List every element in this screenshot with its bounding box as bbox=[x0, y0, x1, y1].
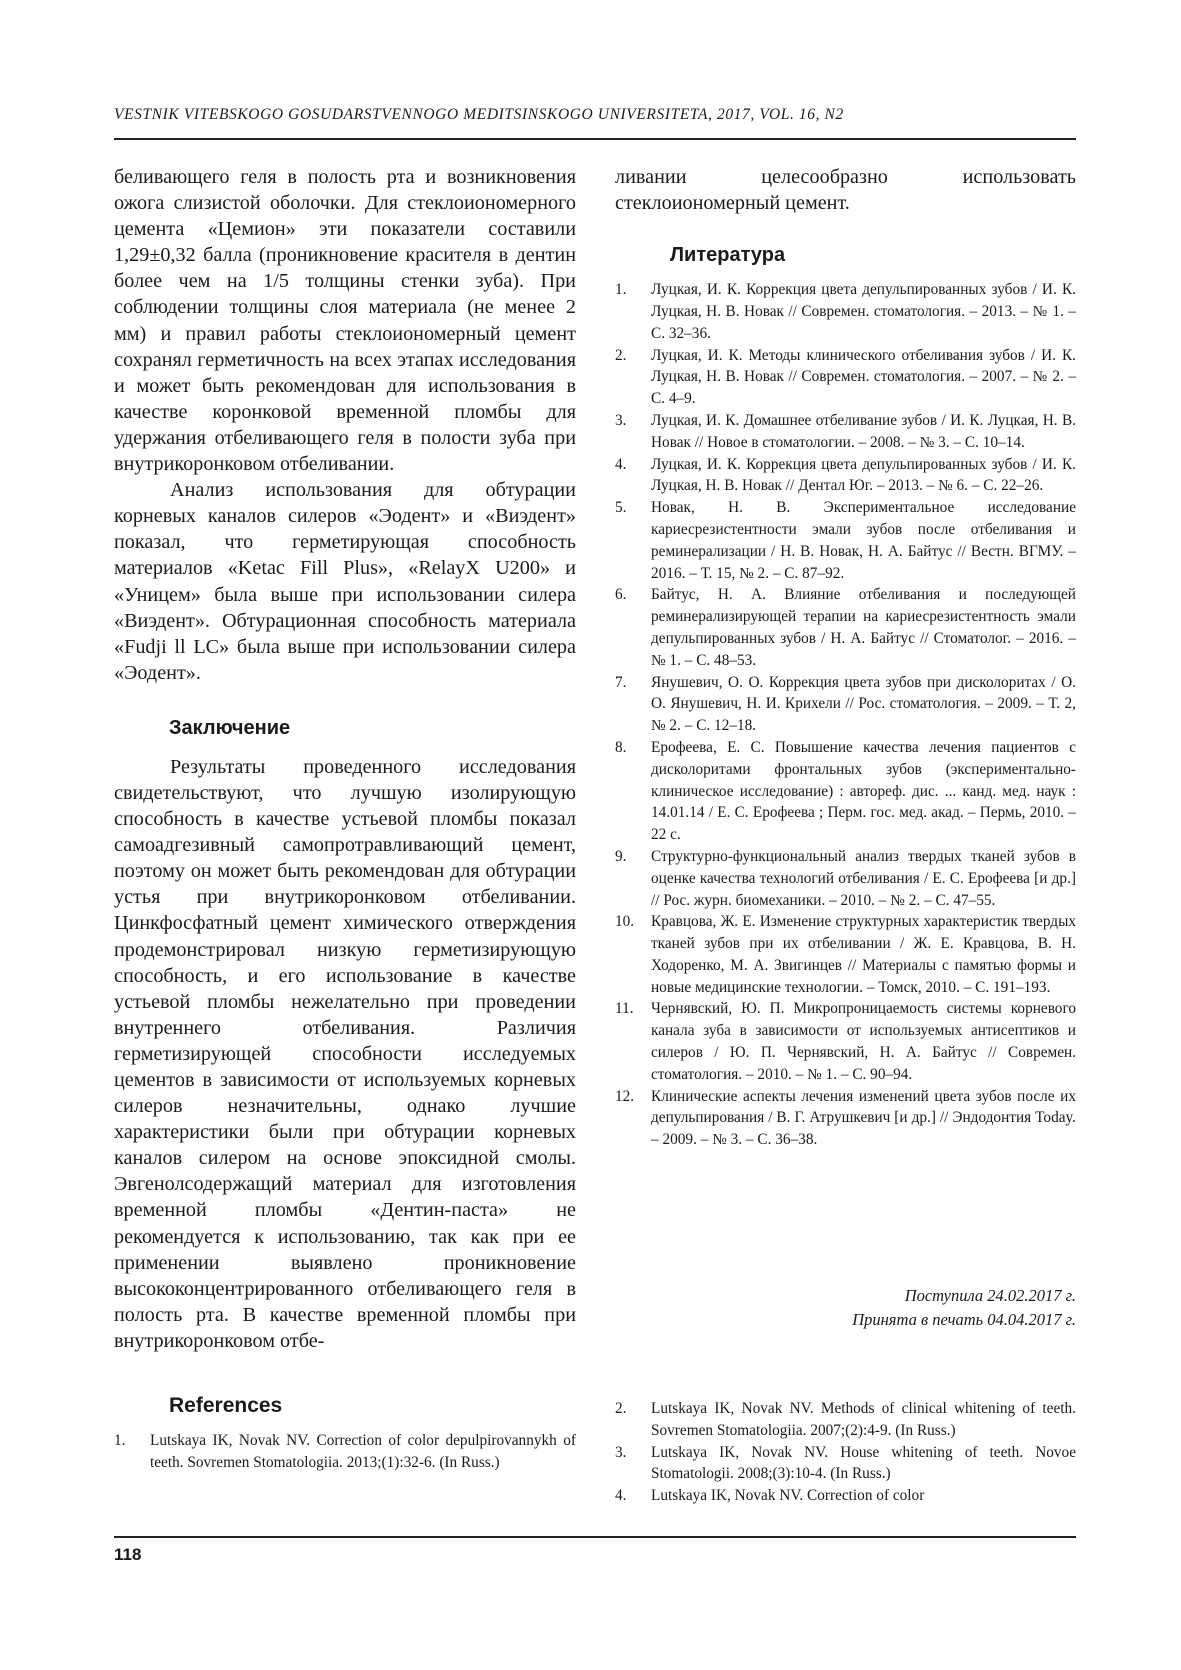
journal-running-header: VESTNIK VITEBSKOGO GOSUDARSTVENNOGO MEDITSINSKOGO UNIVERSITETA, 2017, VOL. 16, N2 bbox=[114, 106, 844, 123]
reference-item: 1. Lutskaya IK, Novak NV. Correction of color depulpirovannykh of teeth. Sovremen Stomatologiia. 2013;(1):32-6. (In Russ.) bbox=[114, 1432, 576, 1471]
conclusion-paragraph: Результаты проведенного исследования свидетельствуют, что лучшую изолирующую способность в качестве устьевой пломбы показал самоадгезивный самопротравливающий цемент, поэтому он может быть рекомендован для обтурации устья при внутрикоронковом отбеливании. Цинкфосфатный цемент химического отверждения продемонстрировал низкую герметизирующую способность, и его использование в качестве устьевой пломбы нежелательно при проведении внутреннего отбеливания. Различия герметизирующей способности исследуемых цементов в зависимости от используемых корневых силеров незначительны, однако лучшие характеристики были при обтурации корневых каналов силером на основе эпоксидной смолы. Эвгенолсодержащий материал для изготовления временной пломбы «Дентин-паста» не рекомендуется к использованию, так как при ее применении выявлено проникновение высококонцентрированного отбеливающего геля в полость рта. В качестве временной пломбы при внутрикоронковом отбе- bbox=[114, 755, 576, 1352]
literature-item: 4. Луцкая, И. К. Коррекция цвета депульпированных зубов / И. К. Луцкая, Н. В. Новак // Дентал Юг. – 2013. – № 6. – С. 22–26. bbox=[615, 455, 1076, 495]
literature-item: 8. Ерофеева, Е. С. Повышение качества лечения пациентов с дисколоритами фронтальных зубов (экспериментально-клиническое исследование) : автореф. дис. ... канд. мед. наук : 14.01.14 / Е. С. Ерофеева ; Перм. гос. мед. акад. – Пермь, 2010. – 22 с. bbox=[615, 738, 1076, 844]
references-left bbox=[114, 1394, 576, 1474]
references-right bbox=[615, 1398, 1076, 1507]
literature-item: 11. Чернявский, Ю. П. Микропроницаемость системы корневого канала зуба в зависимости от используемых антисептиков и силеров / Ю. П. Чернявский, Н. А. Байтус // Современ. стоматология. – 2010. – № 1. – С. 90–94. bbox=[615, 1000, 1076, 1083]
page-number: 118 bbox=[114, 1545, 142, 1564]
literature-item: 5. Новак, Н. В. Экспериментальное исследование кариесрезистентности эмали зубов после отбеливания и реминерализации / Н. В. Новак, Н. А. Байтус // Вестн. ВГМУ. – 2016. – Т. 15, № 2. – С. 87–92. bbox=[615, 499, 1076, 582]
accepted-date: Принята в печать 04.04.2017 г. bbox=[852, 1310, 1076, 1329]
received-date: Поступила 24.02.2017 г. bbox=[904, 1286, 1076, 1305]
body-paragraph-2: Анализ использования для обтурации корневых каналов силеров «Эодент» и «Виэдент» показал, что герметирующая способность материалов «Ketac Fill Plus», «RelayX U200» и «Уницем» была выше при использовании силера «Виэдент». Обтурационная способность материала «Fudji ll LC» была выше при использовании силера «Эодент». bbox=[114, 479, 576, 684]
literature-item: 3. Луцкая, И. К. Домашнее отбеливание зубов / И. К. Луцкая, Н. В. Новак // Новое в стоматологии. – 2008. – № 3. – С. 10–14. bbox=[615, 411, 1076, 451]
reference-item: 4. Lutskaya IK, Novak NV. Correction of color bbox=[615, 1487, 925, 1505]
footer-rule bbox=[114, 1536, 1076, 1538]
literature-item: 9. Структурно-функциональный анализ твердых тканей зубов в оценке качества технологий отбеливания / Е. С. Ерофеева [и др.] // Рос. журн. биомеханики. – 2010. – № 2. – С. 47–55. bbox=[615, 847, 1076, 909]
literature-heading: Литература bbox=[670, 244, 786, 267]
literature-item: 1. Луцкая, И. К. Коррекция цвета депульпированных зубов / И. К. Луцкая, Н. В. Новак // Современ. стоматология. – 2013. – № 1. – С. 32–36. bbox=[615, 281, 1076, 342]
header-rule bbox=[114, 138, 1076, 140]
literature-item: 2. Луцкая, И. К. Методы клинического отбеливания зубов / И. К. Луцкая, Н. В. Новак // Современ. стоматология. – 2007. – № 2. – С. 4–9. bbox=[615, 346, 1076, 408]
left-column bbox=[114, 164, 576, 1354]
literature-item: 10. Кравцова, Ж. Е. Изменение структурных характеристик твердых тканей зубов при их отбеливании / Ж. Е. Кравцова, В. Н. Ходоренко, М. А. Звигинцев // Материалы с памятью формы и новые медицинские технологии. – Томск, 2010. – С. 191–193. bbox=[615, 913, 1076, 996]
right-column bbox=[615, 164, 1076, 1329]
references-list-right bbox=[615, 1398, 1076, 1507]
references-heading: References bbox=[169, 1394, 283, 1417]
conclusion-heading: Заключение bbox=[169, 716, 291, 739]
reference-item: 2. Lutskaya IK, Novak NV. Methods of clinical whitening of teeth. Sovremen Stomatologiia. 2007;(2):4-9. (In Russ.) bbox=[615, 1400, 1076, 1439]
literature-item: 7. Янушевич, О. О. Коррекция цвета зубов при дисколоритах / О. О. Янушевич, Н. И. Крихели // Рос. стоматология. – 2009. – Т. 2, № 2. – С. 12–18. bbox=[615, 673, 1076, 735]
references-list-left bbox=[114, 1430, 576, 1474]
dates-block bbox=[852, 1284, 1076, 1332]
reference-item: 3. Lutskaya IK, Novak NV. House whitening of teeth. Novoe Stomatologii. 2008;(3):10-4. (In Russ.) bbox=[615, 1443, 1076, 1483]
literature-list bbox=[615, 279, 1076, 1151]
continuation-paragraph: ливании целесообразно использовать стеклоиономерный цемент. bbox=[615, 166, 1076, 215]
body-paragraph-1: беливающего геля в полость рта и возникновения ожога слизистой оболочки. Для стеклоиономерного цемента «Цемион» эти показатели составили 1,29±0,32 балла (проникновение красителя в дентин более чем на 1/5 толщины стенки зуба). При соблюдении толщины слоя материала (не менее 2 мм) и правил работы стеклоиономерный цемент сохранял герметичность на всех этапах исследования и может быть рекомендован для использования в качестве коронковой временной пломбы для удержания отбеливающего геля в полости зуба при внутрикоронковом отбеливании. bbox=[114, 166, 576, 476]
literature-item: 12. Клинические аспекты лечения изменений цвета зубов после их депульпирования / В. Г. Атрушкевич [и др.] // Эндодонтия Today. – 2009. – № 3. – С. 36–38. bbox=[615, 1087, 1076, 1149]
literature-item: 6. Байтус, Н. А. Влияние отбеливания и последующей реминерализирующей терапии на кариесрезистентность эмали депульпированных зубов / Н. А. Байтус // Стоматолог. – 2016. – № 1. – С. 48–53. bbox=[615, 586, 1076, 669]
